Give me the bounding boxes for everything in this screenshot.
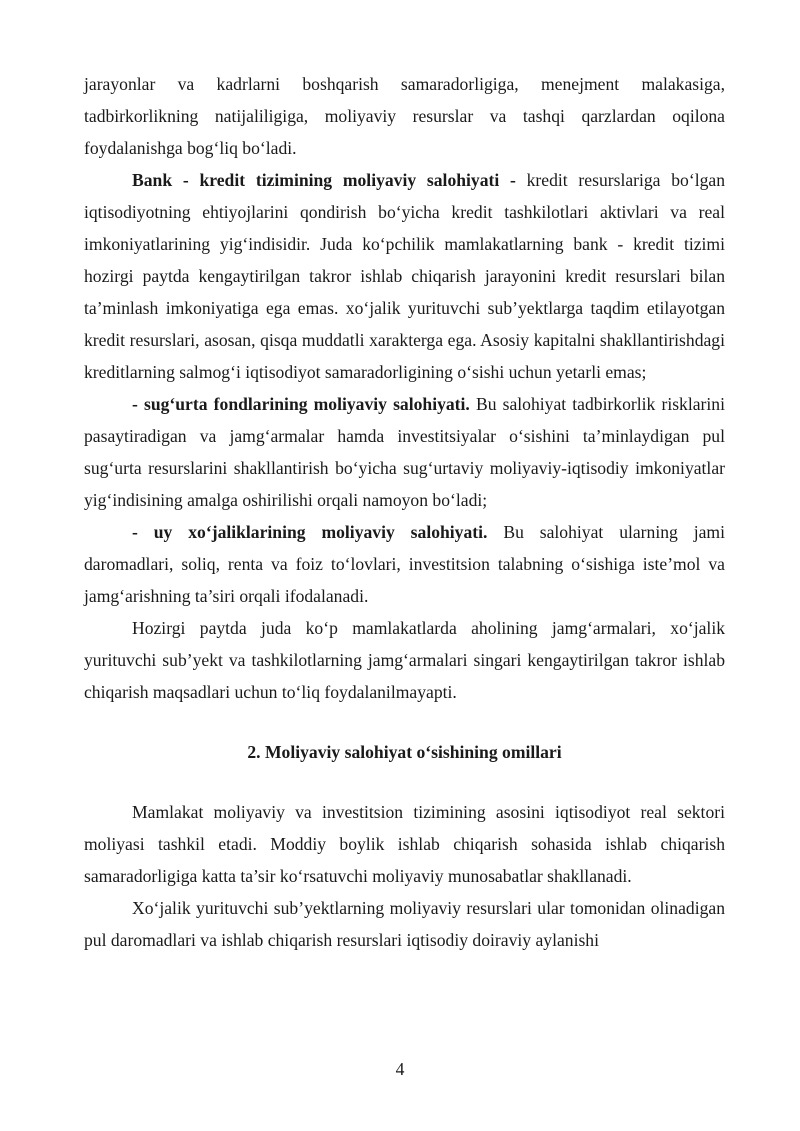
paragraph-insurance-funds-text: Bu salohiyat tadbirkorlik risklarini pasaytiradigan va jamg‘armalar hamda investitsiyalar o‘sishini ta’minlaydigan pul sug‘urta resurslarini shakllantirish bo‘yicha sug‘urtaviy moliyaviy-iqtisodiy imkoniyatlar yig‘indisining amalga oshirilishi orqali namoyon bo‘ladi; [84, 394, 725, 510]
page-content [84, 68, 725, 956]
term-households: - uy xo‘jaliklarining moliyaviy salohiyati. [132, 522, 488, 542]
paragraph-insurance-funds [84, 388, 725, 516]
paragraph-bank-credit [84, 164, 725, 388]
paragraph-savings: Hozirgi paytda juda ko‘p mamlakatlarda aholining jamg‘armalari, xo‘jalik yurituvchi sub’yekt va tashkilotlarning jamg‘armalari singari kengaytirilgan takror ishlab chiqarish maqsadlari uchun to‘liq foydalanilmayapti. [84, 618, 725, 702]
term-bank-credit: Bank - kredit tizimining moliyaviy salohiyati - [132, 170, 516, 190]
paragraph-bank-credit-text: kredit resurslariga bo‘lgan iqtisodiyotning ehtiyojlarini qondirish bo‘yicha kredit tashkilotlari aktivlari va real imkoniyatlarining yig‘indisidir. Juda ko‘pchilik mamlakatlarning bank - kredit tizimi hozirgi paytda kengaytirilgan takror ishlab chiqarish jarayonini kredit resurslari bilan ta’minlash imkoniyatiga ega emas. xo‘jalik yurituvchi sub’yektlarga taqdim etilayotgan kredit resurslari, asosan, qisqa muddatli xarakterga ega. Asosiy kapitalni shakllantirishdagi kreditlarning salmog‘i iqtisodiyot samaradorligining o‘sishi uchun yetarli emas; [84, 170, 725, 382]
paragraph-real-sector: Mamlakat moliyaviy va investitsion tizimining asosini iqtisodiyot real sektori moliyasi tashkil etadi. Moddiy boylik ishlab chiqarish sohasida ishlab chiqarish samaradorligiga katta ta’sir ko‘rsatuvchi moliyaviy munosabatlar shakllanadi. [84, 802, 725, 886]
term-insurance-funds: - sug‘urta fondlarining moliyaviy salohiyati. [132, 394, 470, 414]
section-heading-wrapper [84, 708, 725, 796]
paragraph-households-text: Bu salohiyat ularning jami daromadlari, soliq, renta va foiz to‘lovlari, investitsion talabning o‘sishiga iste’mol va jamg‘arishning ta’siri orqali ifodalanadi. [84, 522, 725, 606]
paragraph-continuation: jarayonlar va kadrlarni boshqarish samaradorligiga, menejment malakasiga, tadbirkorlikning natijaliligiga, moliyaviy resurslar va tashqi qarzlardan oqilona foydalanishga bog‘liq bo‘ladi. [84, 74, 725, 158]
paragraph-households [84, 516, 725, 612]
paragraph-financial-resources: Xo‘jalik yurituvchi sub’yektlarning moliyaviy resurslari ular tomonidan olinadigan pul daromadlari va ishlab chiqarish resurslari iqtisodiy doiraviy aylanishi [84, 898, 725, 950]
section-heading: 2. Moliyaviy salohiyat o‘sishining omillari [247, 742, 562, 762]
page-number: 4 [395, 1059, 405, 1079]
